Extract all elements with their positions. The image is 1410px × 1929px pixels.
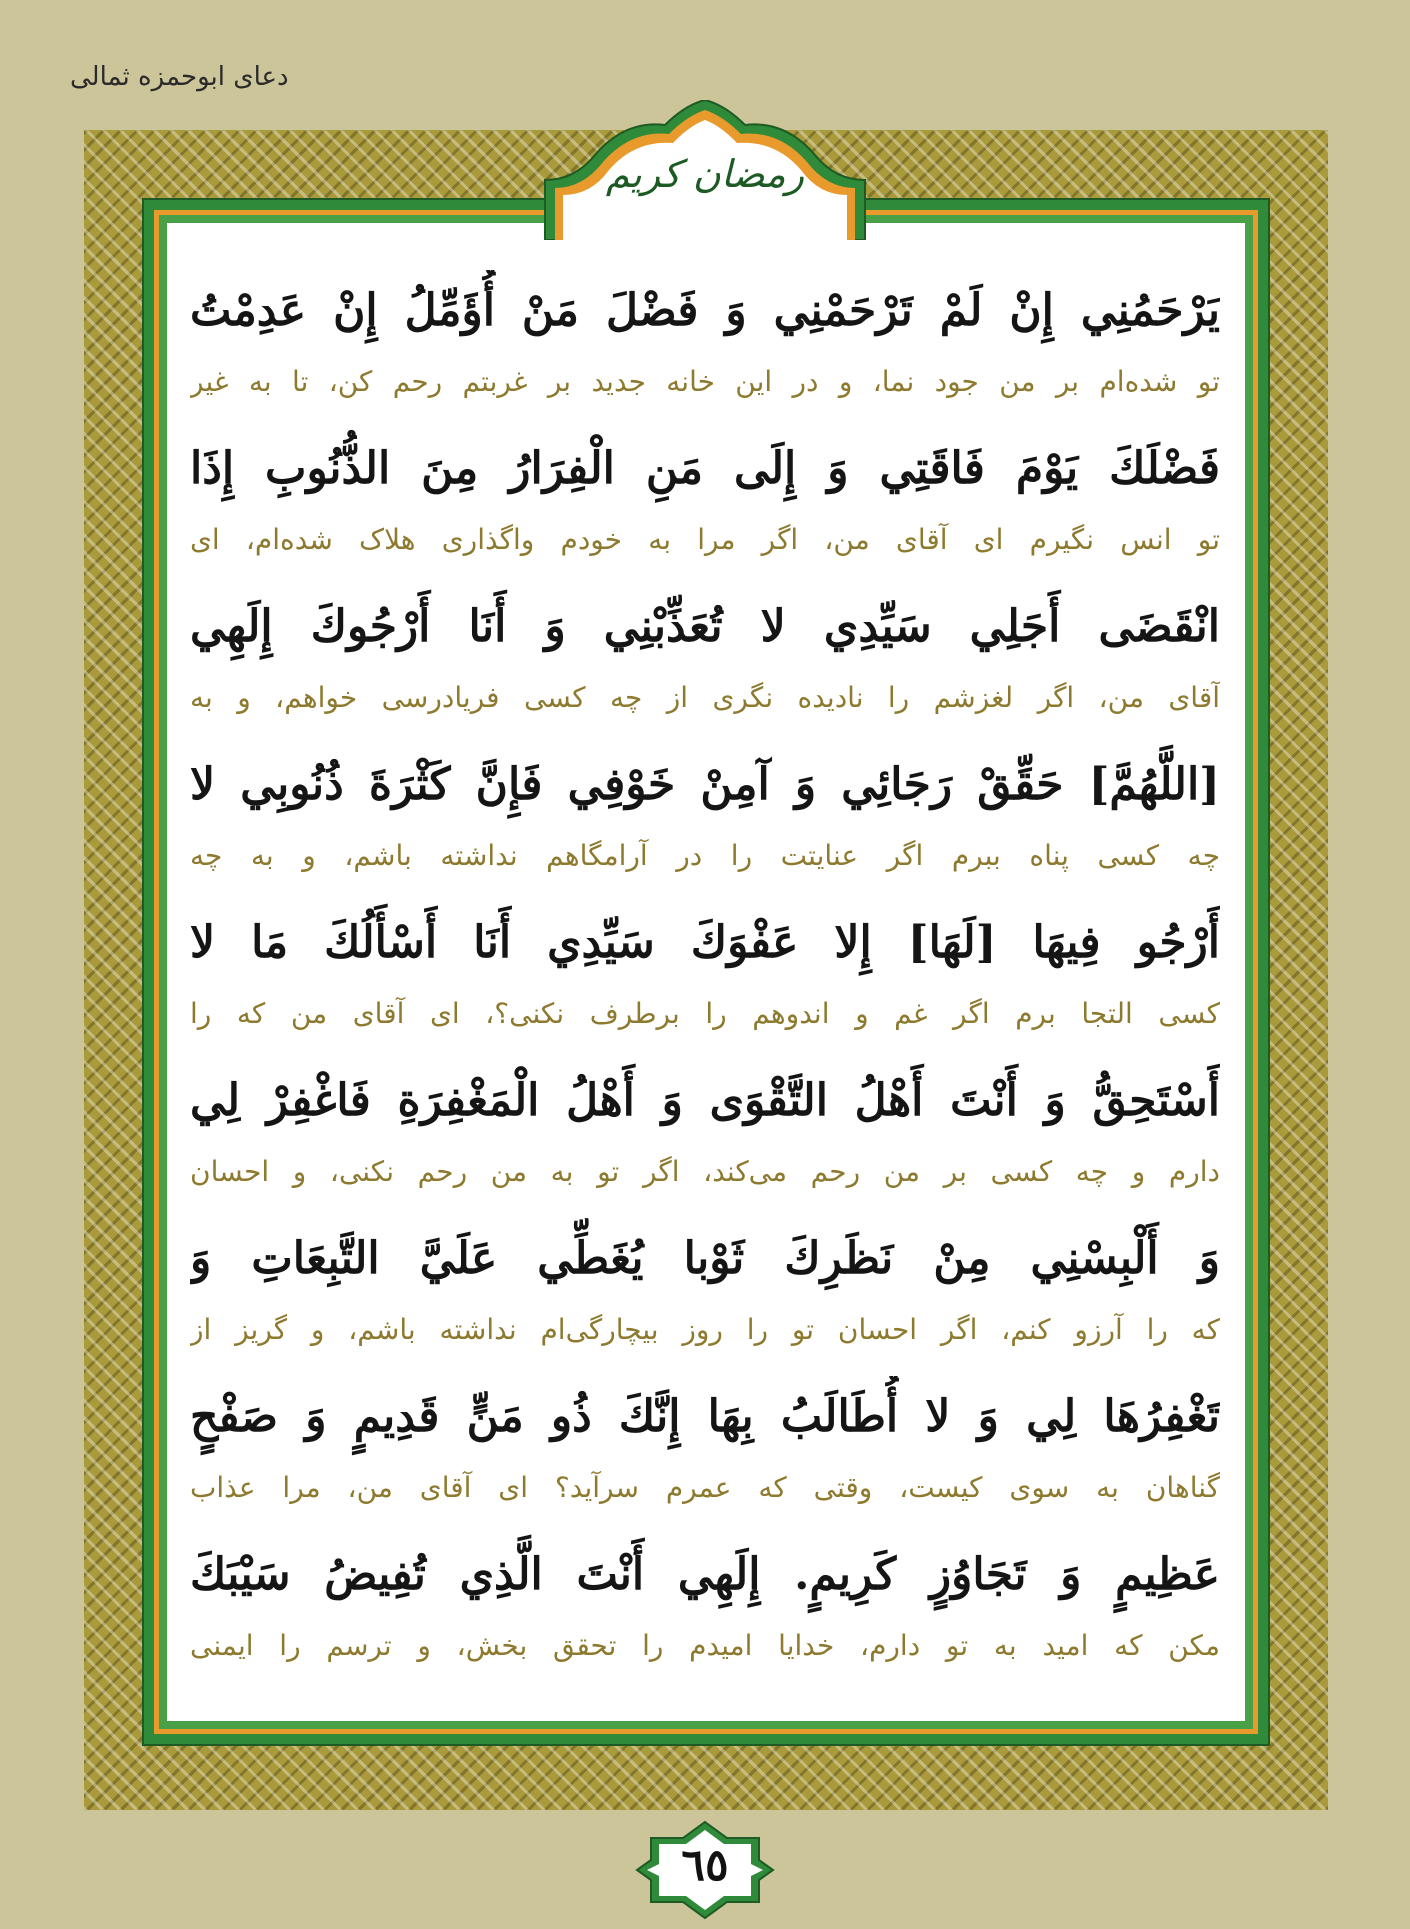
book-title: دعای ابوحمزه ثمالی: [70, 62, 289, 92]
translation-line-9: مکن که امید به تو دارم، خدایا امیدم را تحقق بخش، و ترسم را ایمنی: [190, 1629, 1220, 1662]
arabic-line-9: عَظِيمٍ وَ تَجَاوُزٍ كَرِيمٍ. إِلَهِي أَنْتَ الَّذِي تُفِيضُ سَيْبَكَ: [190, 1549, 1220, 1600]
translation-line-7: که را آرزو کنم، اگر احسان تو را روز بیچارگی‌ام نداشته باشم، و گریز از: [190, 1313, 1220, 1346]
arabic-line-1: يَرْحَمُنِي إِنْ لَمْ تَرْحَمْنِي وَ فَضْلَ مَنْ أُؤَمِّلُ إِنْ عَدِمْتُ: [190, 285, 1220, 336]
ramadan-kareem-calligraphy: رمضان کریم: [605, 152, 805, 196]
translation-line-8: گناهان به سوی کیست، وقتی که عمرم سرآید؟ ای آقای من، مرا عذاب: [190, 1471, 1220, 1504]
translation-line-2: تو انس نگیرم ای آقای من، اگر مرا به خودم واگذاری هلاک شده‌ام، ای: [190, 523, 1220, 556]
arabic-line-7: وَ أَلْبِسْنِي مِنْ نَظَرِكَ ثَوْبا يُغَطِّي عَلَيَّ التَّبِعَاتِ وَ: [190, 1233, 1220, 1284]
arabic-line-4: [اللَّهُمَّ] حَقِّقْ رَجَائِي وَ آمِنْ خَوْفِي فَإِنَّ كَثْرَةَ ذُنُوبِي لا: [190, 759, 1220, 810]
translation-line-5: کسی التجا برم اگر غم و اندوهم را برطرف نکنی؟، ای آقای من که را: [190, 997, 1220, 1030]
translation-line-4: چه کسی پناه ببرم اگر عنایتت را در آرامگاهم نداشته باشم، و به چه: [190, 839, 1220, 872]
arabic-line-2: فَضْلَكَ يَوْمَ فَاقَتِي وَ إِلَى مَنِ الْفِرَارُ مِنَ الذُّنُوبِ إِذَا: [190, 443, 1220, 494]
translation-line-1: تو شده‌ام بر من جود نما، و در این خانه جدید بر غربتم رحم کن، تا به غیر: [190, 365, 1220, 398]
translation-line-6: دارم و چه کسی بر من رحم می‌کند، اگر تو به من رحم نکنی، و احسان: [190, 1155, 1220, 1188]
arabic-line-6: أَسْتَحِقُّ وَ أَنْتَ أَهْلُ التَّقْوَى وَ أَهْلُ الْمَغْفِرَةِ فَاغْفِرْ لِي: [190, 1075, 1220, 1126]
page-number: ٦٥: [681, 1840, 729, 1891]
arabic-line-8: تَغْفِرُهَا لِي وَ لا أُطَالَبُ بِهَا إِنَّكَ ذُو مَنٍّ قَدِيمٍ وَ صَفْحٍ: [190, 1391, 1220, 1442]
arabic-line-3: انْقَضَى أَجَلِي سَيِّدِي لا تُعَذِّبْنِي وَ أَنَا أَرْجُوكَ إِلَهِي: [190, 601, 1220, 652]
translation-line-3: آقای من، اگر لغزشم را نادیده نگری از چه کسی فریادرسی خواهم، و به: [190, 681, 1220, 714]
prayer-text: [190, 270, 1220, 1692]
arabic-line-5: أَرْجُو فِيهَا [لَهَا] إِلا عَفْوَكَ سَيِّدِي أَنَا أَسْأَلُكَ مَا لا: [190, 917, 1220, 968]
